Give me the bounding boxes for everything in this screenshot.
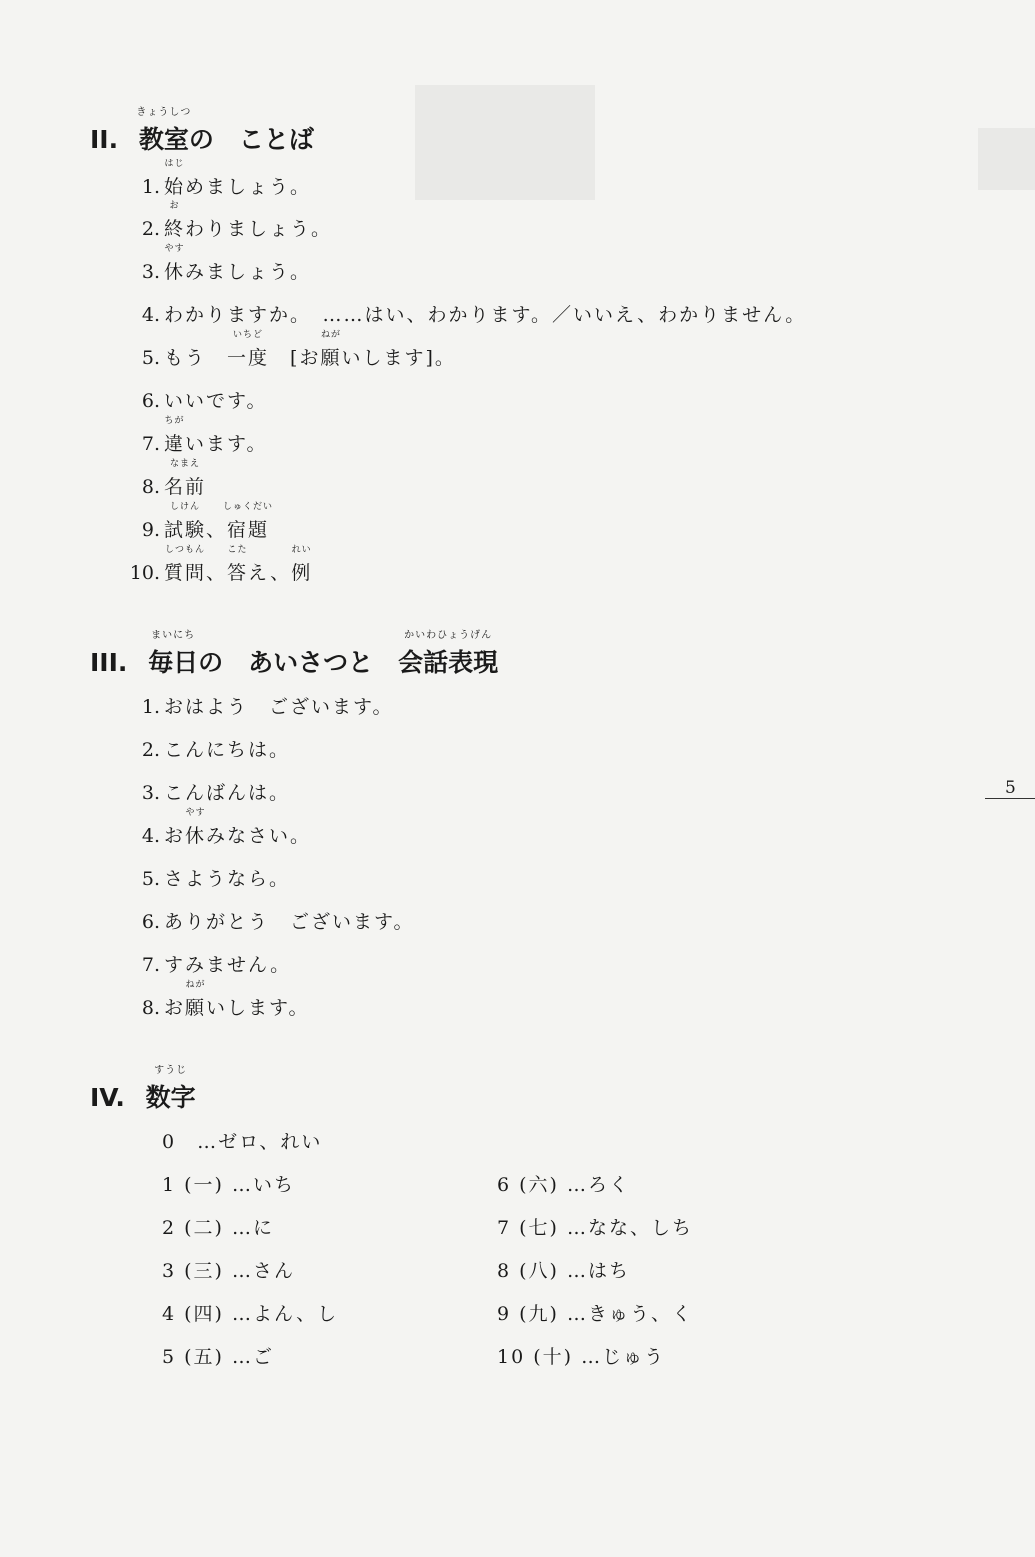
section-2-numeral: II. bbox=[90, 125, 119, 154]
furigana: れい bbox=[291, 545, 312, 555]
furigana: すうじ bbox=[154, 1065, 188, 1076]
page-number: 5 bbox=[1005, 778, 1016, 798]
list-item: 3. やす 休みましょう。 bbox=[122, 257, 311, 284]
show-through-tab bbox=[978, 128, 1035, 190]
furigana: しゅくだい bbox=[223, 502, 274, 512]
furigana: こた bbox=[227, 545, 248, 555]
section-2-title-rest: の ことば bbox=[188, 125, 314, 154]
furigana: ちが bbox=[164, 416, 185, 426]
list-item: 7. すみません。 bbox=[141, 954, 292, 976]
furigana: やす bbox=[164, 244, 185, 254]
section-4-title-kanji: すうじ 数字 bbox=[146, 1078, 196, 1114]
furigana: きょうしつ bbox=[136, 107, 192, 118]
number-zero: 0 …ゼロ、れい bbox=[162, 1131, 323, 1153]
furigana: しけん bbox=[169, 502, 201, 512]
section-3-title-mid: の あいさつと bbox=[198, 648, 399, 677]
furigana: まいにち bbox=[151, 630, 196, 641]
number-item: 1 (一) …いち bbox=[162, 1174, 295, 1196]
list-item: 8. なまえ 名前 bbox=[122, 472, 206, 499]
furigana: かいわひょうげん bbox=[404, 630, 493, 641]
list-item: 1. はじ 始めましょう。 bbox=[122, 172, 311, 199]
section-3-numeral: III. bbox=[90, 648, 128, 677]
list-item: 4. わかりますか。 ……はい、わかります。／いいえ、わかりません。 bbox=[141, 304, 807, 326]
list-item: 4. お やす 休みなさい。 bbox=[122, 821, 311, 848]
list-item: 2. お 終わりましょう。 bbox=[122, 214, 332, 241]
number-item: 6 (六) …ろく bbox=[497, 1174, 630, 1196]
section-4-numeral: IV. bbox=[90, 1083, 125, 1112]
list-item: 5. もう いちど 一度 [お ねが 願いします]。 bbox=[122, 343, 456, 370]
page-number-rule bbox=[985, 798, 1035, 799]
number-item: 4 (四) …よん、し bbox=[162, 1303, 339, 1325]
list-item: 3. こんばんは。 bbox=[141, 782, 291, 804]
list-item: 10. しつもん 質問、 こた 答え、 れい 例 bbox=[122, 558, 312, 585]
section-2-title-kanji: きょうしつ 教室 bbox=[139, 120, 189, 156]
number-item: 10 (十) …じゅう bbox=[497, 1346, 666, 1368]
number-item: 8 (八) …はち bbox=[497, 1260, 630, 1282]
section-2-heading bbox=[90, 107, 314, 156]
list-item: 5. さようなら。 bbox=[141, 868, 291, 890]
furigana: お bbox=[169, 201, 180, 211]
list-item: 8. お ねが 願いします。 bbox=[122, 993, 310, 1020]
furigana: ねが bbox=[320, 330, 341, 340]
number-item: 2 (二) …に bbox=[162, 1217, 274, 1239]
number-item: 5 (五) …ご bbox=[162, 1346, 274, 1368]
list-item: 6. ありがとう ございます。 bbox=[141, 911, 415, 933]
furigana: いちど bbox=[233, 330, 264, 340]
number-item: 7 (七) …なな、しち bbox=[497, 1217, 693, 1239]
list-item: 9. しけん 試験、 しゅくだい 宿題 bbox=[122, 515, 269, 542]
section-3-title-kanji-2: かいわひょうげん 会話表現 bbox=[398, 643, 498, 679]
section-3-heading bbox=[90, 630, 499, 679]
furigana: ねが bbox=[185, 980, 206, 990]
show-through-box bbox=[415, 85, 595, 200]
furigana: なまえ bbox=[169, 459, 201, 469]
furigana: はじ bbox=[164, 159, 185, 169]
furigana: やす bbox=[185, 808, 206, 818]
list-item: 7. ちが 違います。 bbox=[122, 429, 268, 456]
section-4-heading bbox=[90, 1065, 196, 1114]
furigana: しつもん bbox=[164, 545, 206, 555]
number-item: 9 (九) …きゅう、く bbox=[497, 1303, 693, 1325]
number-item: 3 (三) …さん bbox=[162, 1260, 295, 1282]
list-item: 2. こんにちは。 bbox=[141, 739, 291, 761]
section-3-title-kanji: まいにち 毎日 bbox=[148, 643, 198, 679]
list-item: 1. おはよう ございます。 bbox=[141, 696, 394, 718]
list-item: 6. いいです。 bbox=[141, 390, 268, 412]
